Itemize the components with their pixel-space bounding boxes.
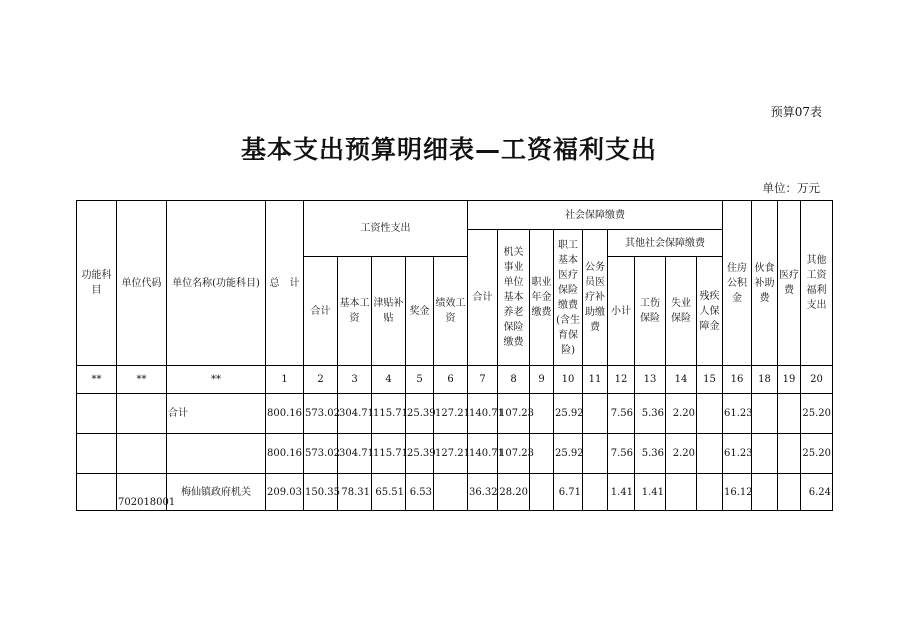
header-medical-fee: 医疗费 bbox=[778, 201, 801, 366]
value-cell: 209.03 bbox=[266, 474, 304, 511]
value-cell: 2.20 bbox=[666, 434, 697, 474]
value-cell bbox=[583, 474, 608, 511]
table-row bbox=[77, 474, 833, 511]
index-cell: 15 bbox=[697, 366, 723, 394]
value-cell: 6.71 bbox=[554, 474, 583, 511]
index-cell: 19 bbox=[778, 366, 801, 394]
index-cell: ** bbox=[117, 366, 167, 394]
value-cell: 304.71 bbox=[338, 394, 372, 434]
header-wage-subtotal: 合计 bbox=[304, 257, 338, 366]
index-cell: 11 bbox=[583, 366, 608, 394]
value-cell bbox=[778, 434, 801, 474]
value-cell: 1.41 bbox=[608, 474, 635, 511]
index-cell: 7 bbox=[468, 366, 498, 394]
index-cell: 9 bbox=[530, 366, 554, 394]
header-pension: 机关事业单位基本养老保险缴费 bbox=[498, 230, 530, 366]
header-injury: 工伤保险 bbox=[635, 257, 666, 366]
func-subject-cell bbox=[77, 394, 117, 434]
value-cell bbox=[752, 474, 778, 511]
value-cell bbox=[752, 434, 778, 474]
value-cell: 25.20 bbox=[801, 394, 833, 434]
unit-code-cell: 702018001 bbox=[117, 474, 167, 511]
header-social-group: 社会保障缴费 bbox=[468, 201, 723, 230]
value-cell: 61.23 bbox=[723, 394, 752, 434]
index-cell: 10 bbox=[554, 366, 583, 394]
value-cell: 800.16 bbox=[266, 434, 304, 474]
value-cell: 140.71 bbox=[468, 394, 498, 434]
unit-code-cell bbox=[117, 434, 167, 474]
index-cell: 13 bbox=[635, 366, 666, 394]
value-cell: 6.24 bbox=[801, 474, 833, 511]
header-basic-wage: 基本工资 bbox=[338, 257, 372, 366]
index-cell: 14 bbox=[666, 366, 697, 394]
header-bonus: 奖金 bbox=[406, 257, 434, 366]
index-cell: 2 bbox=[304, 366, 338, 394]
budget-table bbox=[76, 200, 833, 511]
value-cell: 573.02 bbox=[304, 434, 338, 474]
value-cell: 140.71 bbox=[468, 434, 498, 474]
value-cell: 25.20 bbox=[801, 434, 833, 474]
value-cell bbox=[583, 434, 608, 474]
header-unit-name: 单位名称(功能科目) bbox=[167, 201, 266, 366]
value-cell: 6.53 bbox=[406, 474, 434, 511]
header-medical: 职工基本医疗保险缴费(含生育保险) bbox=[554, 230, 583, 366]
value-cell: 127.21 bbox=[434, 394, 468, 434]
value-cell: 115.71 bbox=[372, 394, 406, 434]
value-cell bbox=[778, 394, 801, 434]
value-cell: 28.20 bbox=[498, 474, 530, 511]
unit-name-cell bbox=[167, 434, 266, 474]
index-cell: 5 bbox=[406, 366, 434, 394]
header-unemployment: 失业保险 bbox=[666, 257, 697, 366]
index-cell: 18 bbox=[752, 366, 778, 394]
header-annuity: 职业年金缴费 bbox=[530, 230, 554, 366]
func-subject-cell bbox=[77, 434, 117, 474]
value-cell: 7.56 bbox=[608, 394, 635, 434]
value-cell: 25.39 bbox=[406, 394, 434, 434]
value-cell: 304.71 bbox=[338, 434, 372, 474]
value-cell bbox=[752, 394, 778, 434]
value-cell bbox=[434, 474, 468, 511]
header-meal-allowance: 伙食补助费 bbox=[752, 201, 778, 366]
value-cell: 107.23 bbox=[498, 394, 530, 434]
value-cell: 5.36 bbox=[635, 434, 666, 474]
value-cell: 127.21 bbox=[434, 434, 468, 474]
value-cell: 573.02 bbox=[304, 394, 338, 434]
value-cell: 5.36 bbox=[635, 394, 666, 434]
unit-name-cell: 梅仙镇政府机关 bbox=[167, 474, 266, 511]
func-subject-cell bbox=[77, 474, 117, 511]
value-cell: 115.71 bbox=[372, 434, 406, 474]
header-performance-wage: 绩效工资 bbox=[434, 257, 468, 366]
header-unit-code: 单位代码 bbox=[117, 201, 167, 366]
unit-code-cell bbox=[117, 394, 167, 434]
header-wage-group: 工资性支出 bbox=[304, 201, 468, 257]
index-cell: 4 bbox=[372, 366, 406, 394]
value-cell: 25.92 bbox=[554, 434, 583, 474]
value-cell: 25.92 bbox=[554, 394, 583, 434]
header-social-subtotal: 合计 bbox=[468, 230, 498, 366]
value-cell bbox=[778, 474, 801, 511]
index-cell: 12 bbox=[608, 366, 635, 394]
header-func-subject: 功能科目 bbox=[77, 201, 117, 366]
value-cell bbox=[530, 474, 554, 511]
value-cell: 150.35 bbox=[304, 474, 338, 511]
table-row bbox=[77, 434, 833, 474]
table-row bbox=[77, 394, 833, 434]
header-total: 总 计 bbox=[266, 201, 304, 366]
header-other-subtotal: 小计 bbox=[608, 257, 635, 366]
value-cell: 7.56 bbox=[608, 434, 635, 474]
value-cell: 65.51 bbox=[372, 474, 406, 511]
header-allowance: 津贴补贴 bbox=[372, 257, 406, 366]
value-cell: 25.39 bbox=[406, 434, 434, 474]
index-cell: 1 bbox=[266, 366, 304, 394]
value-cell: 107.23 bbox=[498, 434, 530, 474]
index-cell: ** bbox=[77, 366, 117, 394]
value-cell: 1.41 bbox=[635, 474, 666, 511]
index-cell: 3 bbox=[338, 366, 372, 394]
value-cell: 78.31 bbox=[338, 474, 372, 511]
header-housing-fund: 住房公积金 bbox=[723, 201, 752, 366]
value-cell bbox=[697, 394, 723, 434]
page-title: 基本支出预算明细表—工资福利支出 bbox=[240, 135, 657, 164]
header-civil-medical: 公务员医疗补助缴费 bbox=[583, 230, 608, 366]
index-cell: 6 bbox=[434, 366, 468, 394]
value-cell bbox=[583, 394, 608, 434]
value-cell: 36.32 bbox=[468, 474, 498, 511]
value-cell bbox=[697, 474, 723, 511]
value-cell: 2.20 bbox=[666, 394, 697, 434]
index-row bbox=[77, 366, 833, 394]
value-cell bbox=[697, 434, 723, 474]
header-disability: 残疾人保障金 bbox=[697, 257, 723, 366]
value-cell: 800.16 bbox=[266, 394, 304, 434]
header-other-welfare: 其他工资福利支出 bbox=[801, 201, 833, 366]
value-cell: 16.12 bbox=[723, 474, 752, 511]
index-cell: 20 bbox=[801, 366, 833, 394]
unit-name-cell: 合计 bbox=[167, 394, 266, 434]
index-cell: 8 bbox=[498, 366, 530, 394]
index-cell: ** bbox=[167, 366, 266, 394]
form-id: 预算07表 bbox=[770, 105, 822, 119]
unit-label: 单位：万元 bbox=[762, 181, 820, 195]
value-cell: 61.23 bbox=[723, 434, 752, 474]
header-other-social-group: 其他社会保障缴费 bbox=[608, 230, 723, 257]
value-cell bbox=[666, 474, 697, 511]
index-cell: 16 bbox=[723, 366, 752, 394]
